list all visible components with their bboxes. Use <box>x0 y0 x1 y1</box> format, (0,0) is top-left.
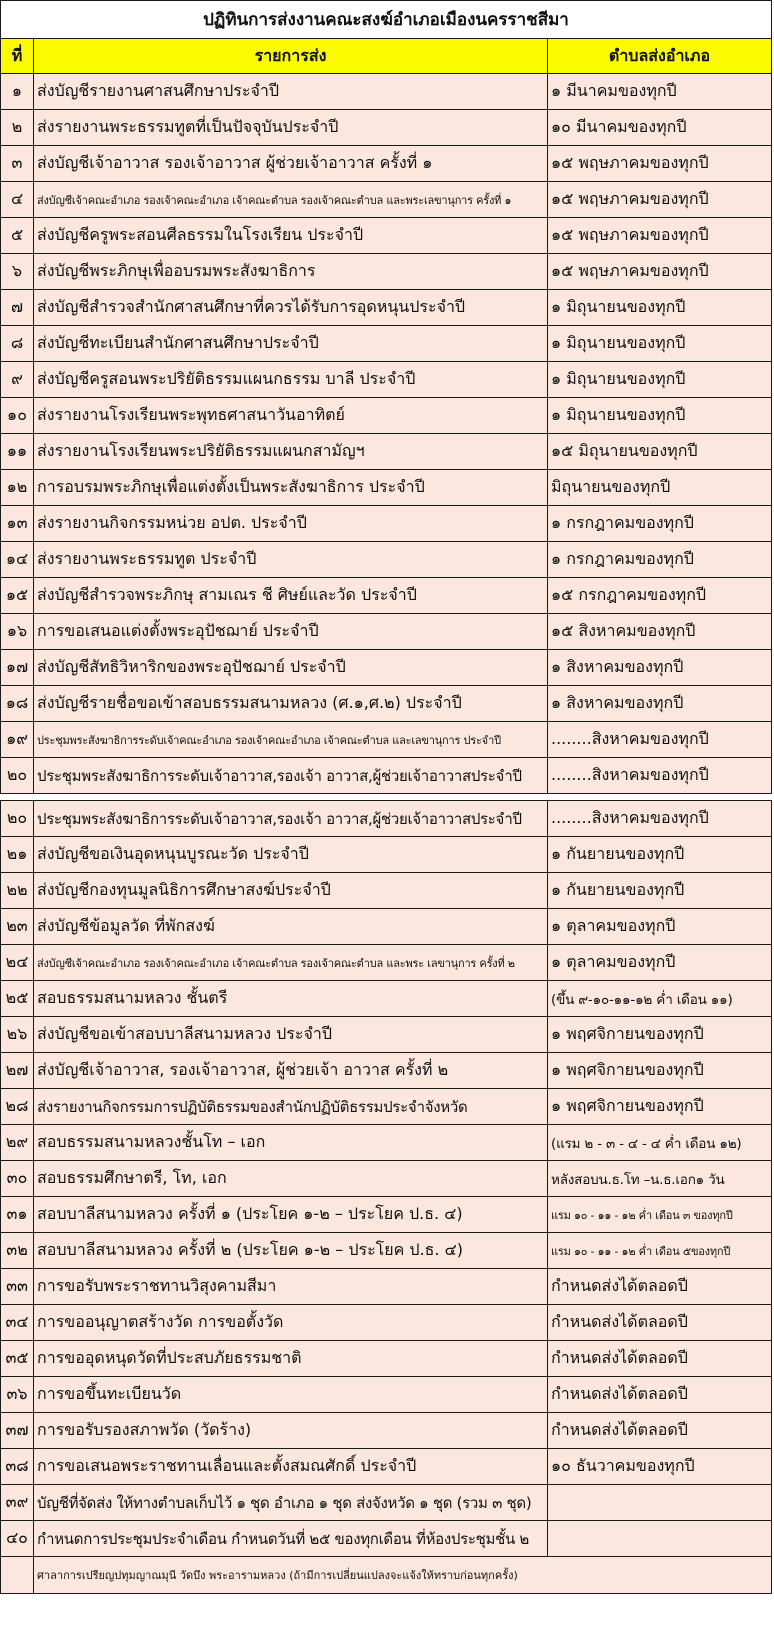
row-number: ๒ <box>1 110 34 146</box>
table-row <box>1 398 772 434</box>
row-item: ส่งบัญชีครูพระสอนศีลธรรมในโรงเรียน ประจำปี <box>34 218 548 254</box>
row-item: สอบธรรมสนามหลวงชั้นโท – เอก <box>34 1125 548 1161</box>
row-number: ๒๕ <box>1 981 34 1017</box>
row-number: ๒๘ <box>1 1089 34 1125</box>
table-row <box>1 722 772 758</box>
row-number: ๓๑ <box>1 1197 34 1233</box>
table-row <box>1 801 772 837</box>
table-row <box>1 578 772 614</box>
row-item: สอบธรรมสนามหลวง ชั้นตรี <box>34 981 548 1017</box>
row-item: การขอรับพระราชทานวิสุงคามสีมา <box>34 1269 548 1305</box>
row-number: ๒๒ <box>1 873 34 909</box>
row-item: การขอขึ้นทะเบียนวัด <box>34 1377 548 1413</box>
row-deadline: ๑๕ พฤษภาคมของทุกปี <box>548 146 772 182</box>
header-item: รายการส่ง <box>34 39 548 74</box>
table-row <box>1 146 772 182</box>
row-deadline: ๑ พฤศจิกายนของทุกปี <box>548 1089 772 1125</box>
table-row <box>1 1161 772 1197</box>
table-row <box>1 1125 772 1161</box>
table-row <box>1 758 772 794</box>
row-deadline: ๑ กันยายนของทุกปี <box>548 837 772 873</box>
row-number: ๒๑ <box>1 837 34 873</box>
row-number: ๑๘ <box>1 686 34 722</box>
row-item: สอบธรรมศึกษาตรี, โท, เอก <box>34 1161 548 1197</box>
row-deadline <box>548 1485 772 1521</box>
row-number: ๓๕ <box>1 1341 34 1377</box>
table-row <box>1 981 772 1017</box>
row-deadline: ๑๕ มิถุนายนของทุกปี <box>548 434 772 470</box>
row-deadline: ........สิงหาคมของทุกปี <box>548 722 772 758</box>
row-number: ๑๖ <box>1 614 34 650</box>
row-number: ๑๒ <box>1 470 34 506</box>
row-deadline: ๑ มีนาคมของทุกปี <box>548 74 772 110</box>
table-row <box>1 1485 772 1521</box>
row-number: ๓๐ <box>1 1161 34 1197</box>
row-item: ส่งบัญชีทะเบียนสำนักศาสนศึกษาประจำปี <box>34 326 548 362</box>
row-deadline: ๑ กันยายนของทุกปี <box>548 873 772 909</box>
row-number: ๓๗ <box>1 1413 34 1449</box>
row-item: ส่งบัญชีรายงานศาสนศึกษาประจำปี <box>34 74 548 110</box>
row-item: ส่งบัญชีเจ้าคณะอำเภอ รองเจ้าคณะอำเภอ เจ้าคณะตำบล รองเจ้าคณะตำบล และพระ เลขานุการ ครั้งที่ ๒ <box>34 945 548 981</box>
table-row <box>1 1521 772 1557</box>
row-deadline: กำหนดส่งได้ตลอดปี <box>548 1269 772 1305</box>
row-deadline: ๑ สิงหาคมของทุกปี <box>548 686 772 722</box>
table-row <box>1 1269 772 1305</box>
row-number: ๒๓ <box>1 909 34 945</box>
row-number: ๑๐ <box>1 398 34 434</box>
row-item: สอบบาลีสนามหลวง ครั้งที่ ๑ (ประโยค ๑-๒ – ประโยค ป.ธ. ๔) <box>34 1197 548 1233</box>
row-number: ๑ <box>1 74 34 110</box>
row-deadline: ๑ มิถุนายนของทุกปี <box>548 398 772 434</box>
table-row <box>1 326 772 362</box>
table-row <box>1 254 772 290</box>
row-number: ๑๗ <box>1 650 34 686</box>
row-item: ส่งบัญชีขอเข้าสอบบาลีสนามหลวง ประจำปี <box>34 1017 548 1053</box>
row-item: กำหนดการประชุมประจำเดือน กำหนดวันที่ ๒๕ ของทุกเดือน ที่ห้องประชุมชั้น ๒ <box>34 1521 548 1557</box>
row-item: ส่งบัญชีพระภิกษุเพื่ออบรมพระสังฆาธิการ <box>34 254 548 290</box>
row-number: ๒๖ <box>1 1017 34 1053</box>
row-deadline: ๑๕ พฤษภาคมของทุกปี <box>548 218 772 254</box>
row-deadline: หลังสอบน.ธ.โท –น.ธ.เอก๑ วัน <box>548 1161 772 1197</box>
header-row <box>1 39 772 74</box>
row-deadline: กำหนดส่งได้ตลอดปี <box>548 1413 772 1449</box>
row-item: ประชุมพระสังฆาธิการระดับเจ้าคณะอำเภอ รองเจ้าคณะอำเภอ เจ้าคณะตำบล และเลขานุการ ประจำปี <box>34 722 548 758</box>
table-row <box>1 218 772 254</box>
table-row <box>1 650 772 686</box>
row-deadline: ........สิงหาคมของทุกปี <box>548 801 772 837</box>
row-deadline: กำหนดส่งได้ตลอดปี <box>548 1341 772 1377</box>
row-item: สอบบาลีสนามหลวง ครั้งที่ ๒ (ประโยค ๑-๒ – ประโยค ป.ธ. ๔) <box>34 1233 548 1269</box>
row-number: ๔ <box>1 182 34 218</box>
table-row <box>1 542 772 578</box>
row-number: ๗ <box>1 290 34 326</box>
row-item: การขอรับรองสภาพวัด (วัดร้าง) <box>34 1413 548 1449</box>
row-deadline: (แรม ๒ - ๓ - ๔ - ๔ ค่ำ เดือน ๑๒) <box>548 1125 772 1161</box>
row-deadline: มิถุนายนของทุกปี <box>548 470 772 506</box>
row-deadline: (ขึ้น ๙-๑๐-๑๑-๑๒ ค่ำ เดือน ๑๑) <box>548 981 772 1017</box>
row-deadline: ๑๕ พฤษภาคมของทุกปี <box>548 182 772 218</box>
row-item: บัญชีที่จัดส่ง ให้ทางตำบลเก็บไว้ ๑ ชุด อำเภอ ๑ ชุด ส่งจังหวัด ๑ ชุด (รวม ๓ ชุด) <box>34 1485 548 1521</box>
row-item: การอบรมพระภิกษุเพื่อแต่งตั้งเป็นพระสังฆาธิการ ประจำปี <box>34 470 548 506</box>
row-number: ๓๖ <box>1 1377 34 1413</box>
row-deadline: ๑ พฤศจิกายนของทุกปี <box>548 1053 772 1089</box>
title-row <box>1 1 772 39</box>
row-number: ๒๐ <box>1 801 34 837</box>
row-number: ๓๘ <box>1 1449 34 1485</box>
row-number: ๔๐ <box>1 1521 34 1557</box>
row-number: ๑๔ <box>1 542 34 578</box>
footer-row <box>1 1557 772 1594</box>
table-row <box>1 837 772 873</box>
row-number: ๒๐ <box>1 758 34 794</box>
row-deadline: แรม ๑๐ - ๑๑ - ๑๒ ค่ำ เดือน ๓ ของทุกปี <box>548 1197 772 1233</box>
row-number: ๑๕ <box>1 578 34 614</box>
row-number: ๒๔ <box>1 945 34 981</box>
row-item: ส่งบัญชีเจ้าอาวาส รองเจ้าอาวาส ผู้ช่วยเจ้าอาวาส ครั้งที่ ๑ <box>34 146 548 182</box>
row-deadline: ๑๐ ธันวาคมของทุกปี <box>548 1449 772 1485</box>
row-item: ส่งบัญชีสัทธิวิหาริกของพระอุปัชฌาย์ ประจำปี <box>34 650 548 686</box>
table-row <box>1 1233 772 1269</box>
row-item: การขอเสนอพระราชทานเลื่อนและตั้งสมณศักดิ์ ประจำปี <box>34 1449 548 1485</box>
row-number: ๙ <box>1 362 34 398</box>
row-deadline: ๑๕ พฤษภาคมของทุกปี <box>548 254 772 290</box>
table-row <box>1 110 772 146</box>
row-item: การขออนุญาตสร้างวัด การขอตั้งวัด <box>34 1305 548 1341</box>
row-item: การขออุดหนุดวัดที่ประสบภัยธรรมชาติ <box>34 1341 548 1377</box>
row-item: ส่งรายงานพระธรรมทูตที่เป็นปัจจุบันประจำปี <box>34 110 548 146</box>
row-number: ๒๙ <box>1 1125 34 1161</box>
row-number: ๖ <box>1 254 34 290</box>
table-row <box>1 1017 772 1053</box>
table-row <box>1 686 772 722</box>
table-row <box>1 434 772 470</box>
table-row <box>1 506 772 542</box>
row-deadline: ๑ มิถุนายนของทุกปี <box>548 362 772 398</box>
row-number: ๓๒ <box>1 1233 34 1269</box>
table-row <box>1 945 772 981</box>
footer-spacer <box>1 1557 34 1594</box>
row-deadline: ๑ ตุลาคมของทุกปี <box>548 909 772 945</box>
table-row <box>1 1305 772 1341</box>
header-no: ที่ <box>1 39 34 74</box>
table-row <box>1 1413 772 1449</box>
page-title: ปฏิทินการส่งงานคณะสงฆ์อำเภอเมืองนครราชสีมา <box>1 1 772 39</box>
row-item: ส่งรายงานกิจกรรมหน่วย อปต. ประจำปี <box>34 506 548 542</box>
table-row <box>1 1197 772 1233</box>
row-item: ประชุมพระสังฆาธิการระดับเจ้าอาวาส,รองเจ้า อาวาส,ผู้ช่วยเจ้าอาวาสประจำปี <box>34 801 548 837</box>
row-number: ๕ <box>1 218 34 254</box>
row-deadline: ๑ มิถุนายนของทุกปี <box>548 326 772 362</box>
table-row <box>1 873 772 909</box>
row-item: ประชุมพระสังฆาธิการระดับเจ้าอาวาส,รองเจ้า อาวาส,ผู้ช่วยเจ้าอาวาสประจำปี <box>34 758 548 794</box>
row-item: ส่งรายงานโรงเรียนพระปริยัติธรรมแผนกสามัญฯ <box>34 434 548 470</box>
row-deadline: ๑๕ สิงหาคมของทุกปี <box>548 614 772 650</box>
row-number: ๑๑ <box>1 434 34 470</box>
table-row <box>1 290 772 326</box>
table-row <box>1 1089 772 1125</box>
row-item: ส่งรายงานโรงเรียนพระพุทธศาสนาวันอาทิตย์ <box>34 398 548 434</box>
table-row <box>1 1053 772 1089</box>
row-deadline: แรม ๑๐ - ๑๑ - ๑๒ ค่ำ เดือน ๕ของทุกปี <box>548 1233 772 1269</box>
header-deadline: ตำบลส่งอำเภอ <box>548 39 772 74</box>
table-row <box>1 74 772 110</box>
row-deadline: ........สิงหาคมของทุกปี <box>548 758 772 794</box>
table-row <box>1 470 772 506</box>
row-deadline: ๑ กรกฎาคมของทุกปี <box>548 542 772 578</box>
row-deadline: ๑ กรกฎาคมของทุกปี <box>548 506 772 542</box>
row-deadline: ๑๕ กรกฎาคมของทุกปี <box>548 578 772 614</box>
row-item: ส่งบัญชีข้อมูลวัด ที่พักสงฆ์ <box>34 909 548 945</box>
row-item: ส่งบัญชีกองทุนมูลนิธิการศึกษาสงฆ์ประจำปี <box>34 873 548 909</box>
footer-note: ศาลาการเปรียญปทุมญาณมุนี วัดบึง พระอารามหลวง (ถ้ามีการเปลี่ยนแปลงจะแจ้งให้ทราบก่อนทุกครั้ง) <box>34 1557 772 1594</box>
row-deadline: ๑ ตุลาคมของทุกปี <box>548 945 772 981</box>
row-item: ส่งบัญชีสำรวจพระภิกษุ สามเณร ชี ศิษย์และวัด ประจำปี <box>34 578 548 614</box>
row-item: ส่งบัญชีขอเงินอุดหนุนบูรณะวัด ประจำปี <box>34 837 548 873</box>
row-number: ๓๓ <box>1 1269 34 1305</box>
row-item: ส่งบัญชีครูสอนพระปริยัติธรรมแผนกธรรม บาลี ประจำปี <box>34 362 548 398</box>
row-item: ส่งบัญชีเจ้าคณะอำเภอ รองเจ้าคณะอำเภอ เจ้าคณะตำบล รองเจ้าคณะตำบล และพระเลขานุการ ครั้งที่ ๑ <box>34 182 548 218</box>
table-row <box>1 362 772 398</box>
row-deadline: ๑๐ มีนาคมของทุกปี <box>548 110 772 146</box>
table-row <box>1 1377 772 1413</box>
row-deadline: ๑ พฤศจิกายนของทุกปี <box>548 1017 772 1053</box>
row-deadline: ๑ มิถุนายนของทุกปี <box>548 290 772 326</box>
table-row <box>1 614 772 650</box>
table-row <box>1 1341 772 1377</box>
row-deadline <box>548 1521 772 1557</box>
table-row <box>1 1449 772 1485</box>
row-number: ๑๙ <box>1 722 34 758</box>
row-deadline: กำหนดส่งได้ตลอดปี <box>548 1305 772 1341</box>
row-deadline: ๑ สิงหาคมของทุกปี <box>548 650 772 686</box>
row-number: ๓๙ <box>1 1485 34 1521</box>
row-item: ส่งรายงานพระธรรมทูต ประจำปี <box>34 542 548 578</box>
row-item: การขอเสนอแต่งตั้งพระอุปัชฌาย์ ประจำปี <box>34 614 548 650</box>
row-item: ส่งบัญชีสำรวจสำนักศาสนศึกษาที่ควรได้รับการอุดหนุนประจำปี <box>34 290 548 326</box>
table-row <box>1 182 772 218</box>
row-item: ส่งรายงานกิจกรรมการปฏิบัติธรรมของสำนักปฏิบัติธรรมประจำจังหวัด <box>34 1089 548 1125</box>
calendar-table-continued <box>0 800 772 1594</box>
row-deadline: กำหนดส่งได้ตลอดปี <box>548 1377 772 1413</box>
row-number: ๓๔ <box>1 1305 34 1341</box>
calendar-table <box>0 0 772 794</box>
table-row <box>1 909 772 945</box>
row-number: ๘ <box>1 326 34 362</box>
row-number: ๓ <box>1 146 34 182</box>
row-number: ๑๓ <box>1 506 34 542</box>
row-item: ส่งบัญชีเจ้าอาวาส, รองเจ้าอาวาส, ผู้ช่วยเจ้า อาวาส ครั้งที่ ๒ <box>34 1053 548 1089</box>
row-item: ส่งบัญชีรายชื่อขอเข้าสอบธรรมสนามหลวง (ศ.๑,ศ.๒) ประจำปี <box>34 686 548 722</box>
row-number: ๒๗ <box>1 1053 34 1089</box>
